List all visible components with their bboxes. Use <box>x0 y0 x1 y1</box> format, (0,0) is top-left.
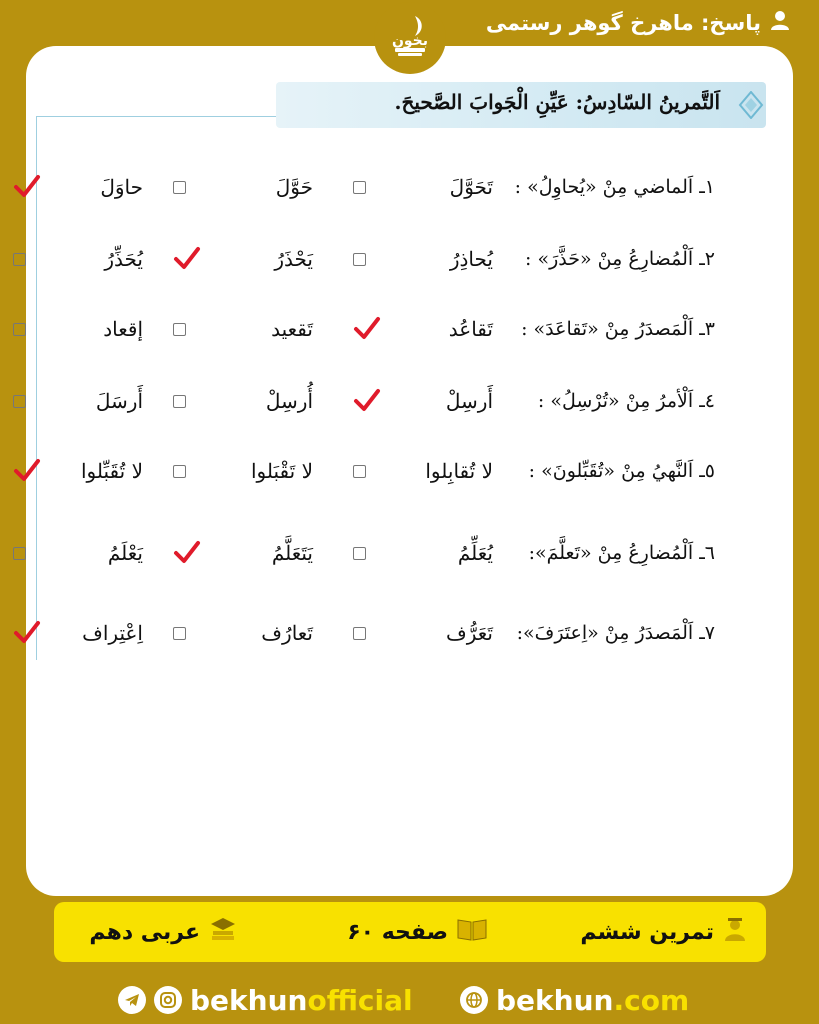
checkbox-empty[interactable] <box>353 547 366 560</box>
exercise-number-label: تمرین ششم <box>580 919 714 945</box>
option-text: تَقعید <box>271 317 313 341</box>
checkbox-empty[interactable] <box>353 627 366 640</box>
option-text: حَوَّلَ <box>275 175 313 199</box>
checkbox-empty[interactable] <box>13 547 26 560</box>
bekhun-logo[interactable] <box>374 2 446 74</box>
site-brand: bekhun <box>496 983 614 1017</box>
option-text: یُعَلِّمُ <box>457 541 493 565</box>
answer-option[interactable] <box>173 304 313 354</box>
option-text: یُحاذِرُ <box>449 247 493 271</box>
checkbox-empty[interactable] <box>353 465 366 478</box>
checkbox-empty[interactable] <box>13 253 26 266</box>
logo-icon <box>382 10 438 66</box>
checkmark-icon[interactable] <box>13 620 41 646</box>
option-text: یَعْلَمُ <box>107 541 143 565</box>
checkbox-empty[interactable] <box>353 253 366 266</box>
checkmark-icon[interactable] <box>353 316 381 342</box>
option-text: إقعاد <box>103 317 143 341</box>
checkmark-icon[interactable] <box>13 174 41 200</box>
answer-option[interactable] <box>353 376 493 426</box>
option-text: یُحَذِّرُ <box>104 247 143 271</box>
option-text: یَتَعَلَّمُ <box>271 541 313 565</box>
question-label: ٤ـ اَلْأمرُ مِنْ «تُرْسِلُ» : <box>537 390 715 412</box>
option-text: لا تَقْبَلوا <box>251 459 313 483</box>
answer-option[interactable] <box>13 234 143 284</box>
answer-option[interactable] <box>13 304 143 354</box>
answer-option[interactable] <box>353 608 493 658</box>
answer-option[interactable] <box>353 446 493 496</box>
checkbox-empty[interactable] <box>173 181 186 194</box>
answer-option[interactable] <box>173 528 313 578</box>
social-suffix: official <box>307 983 413 1017</box>
answer-label: پاسخ: ماهرخ گوهر رستمی <box>485 10 761 35</box>
answer-option[interactable] <box>173 162 313 212</box>
instagram-icon[interactable] <box>154 986 182 1014</box>
question-label: ٢ـ اَلْمُضارِعُ مِنْ «حَذَّرَ» : <box>525 248 715 270</box>
website-link[interactable] <box>460 980 689 1020</box>
answer-credit <box>486 9 791 36</box>
answer-option[interactable] <box>173 608 313 658</box>
question-label: ١ـ اَلماضي مِنْ «یُحاوِلُ» : <box>514 176 715 198</box>
open-book-icon <box>456 916 488 948</box>
answer-option[interactable] <box>13 528 143 578</box>
student-icon <box>722 916 748 948</box>
option-text: أَرسِلْ <box>445 389 493 413</box>
answer-option[interactable] <box>173 376 313 426</box>
option-text: تَعَرُّف <box>446 621 493 645</box>
ornament-icon <box>738 91 764 123</box>
option-text: تَعارُف <box>261 621 313 645</box>
checkbox-empty[interactable] <box>353 181 366 194</box>
checkbox-empty[interactable] <box>173 465 186 478</box>
social-brand: bekhun <box>190 983 308 1017</box>
option-text: تَحَوَّلَ <box>449 175 493 199</box>
logo-wordmark: بخون <box>391 33 429 49</box>
answer-option[interactable] <box>13 608 143 658</box>
answer-option[interactable] <box>353 162 493 212</box>
answer-option[interactable] <box>353 528 493 578</box>
site-suffix: .com <box>613 983 690 1017</box>
exercise-title: اَلتَّمرینُ السّادِسُ: عَیِّنِ الْجَوابَ الصَّحیحَ. <box>394 90 720 114</box>
question-label: ٣ـ اَلْمَصدَرُ مِنْ «تَقاعَدَ» : <box>521 318 715 340</box>
exercise-number <box>580 902 748 962</box>
checkmark-icon[interactable] <box>173 540 201 566</box>
checkbox-empty[interactable] <box>173 395 186 408</box>
telegram-icon[interactable] <box>118 986 146 1014</box>
page-number <box>347 902 488 962</box>
option-text: أَرسَلَ <box>95 389 143 413</box>
books-icon <box>208 916 238 948</box>
answer-option[interactable] <box>173 234 313 284</box>
answer-option[interactable] <box>173 446 313 496</box>
option-text: أُرسِلْ <box>265 389 313 413</box>
exercise-title-banner <box>276 82 766 128</box>
social-handle[interactable] <box>118 980 413 1020</box>
checkbox-empty[interactable] <box>173 323 186 336</box>
option-text: یَحْذَرُ <box>274 247 313 271</box>
checkmark-icon[interactable] <box>13 458 41 484</box>
question-label: ٧ـ اَلْمَصدَرُ مِنْ «اِعتَرَفَ»: <box>516 622 715 644</box>
checkmark-icon[interactable] <box>173 246 201 272</box>
answer-option[interactable] <box>13 376 143 426</box>
info-bar <box>54 902 766 962</box>
answer-option[interactable] <box>13 446 143 496</box>
option-text: اِعْتِراف <box>82 621 143 645</box>
option-text: حاوَلَ <box>100 175 143 199</box>
book-title <box>89 902 238 962</box>
checkbox-empty[interactable] <box>13 395 26 408</box>
question-label: ٦ـ اَلْمُضارِعُ مِنْ «تَعلَّمَ»: <box>528 542 715 564</box>
answer-option[interactable] <box>353 304 493 354</box>
answer-option[interactable] <box>13 162 143 212</box>
option-text: لا تُقابِلوا <box>425 459 493 483</box>
checkbox-empty[interactable] <box>13 323 26 336</box>
question-label: ٥ـ اَلنَّهيُ مِنْ «تُقَبِّلونَ» : <box>528 460 715 482</box>
page-number-label: صفحه ۶۰ <box>347 919 448 945</box>
frame-line-top <box>36 116 278 117</box>
globe-icon[interactable] <box>460 986 488 1014</box>
checkmark-icon[interactable] <box>353 388 381 414</box>
answer-option[interactable] <box>353 234 493 284</box>
user-icon <box>769 9 791 36</box>
option-text: تَقاعُد <box>448 317 493 341</box>
checkbox-empty[interactable] <box>173 627 186 640</box>
option-text: لا تُقَبِّلوا <box>81 459 143 483</box>
book-title-label: عربی دهم <box>89 919 200 945</box>
